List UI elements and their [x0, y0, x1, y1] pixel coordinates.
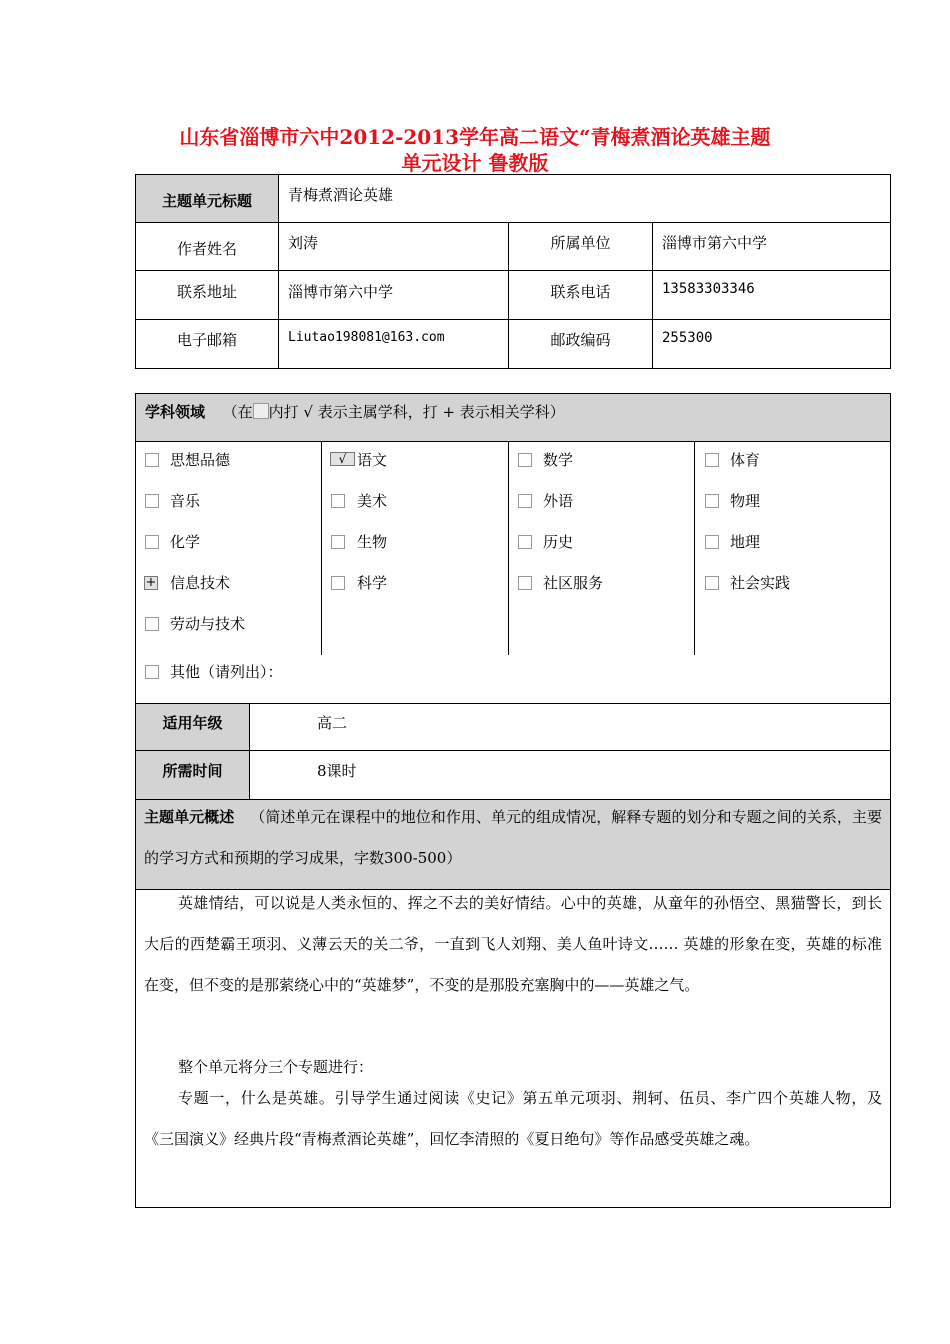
checkbox-waiyu[interactable]	[518, 494, 532, 508]
subject-label: 社区服务	[543, 574, 604, 592]
overview-paragraph-3: 专题一，什么是英雄。引导学生通过阅读《史记》第五单元项羽、荆轲、伍员、李广四个英雄人物，及《三国演义》经典片段“青梅煮酒论英雄”，回忆李清照的《夏日绝句》等作品感受英雄之魂。	[144, 1089, 882, 1148]
grade-value: 高二	[317, 714, 348, 732]
subject-label: 美术	[357, 492, 388, 510]
overview-paragraph-1: 英雄情结，可以说是人类永恒的、挥之不去的美好情结。心中的英雄，从童年的孙悟空、黑猫警长，到长大后的西楚霸王项羽、义薄云天的关二爷，一直到飞人刘翔、美人鱼叶诗文…… 英雄的形象在变，英雄的标准在变，但不变的是那萦绕心中的“英雄梦”，不变的是那股充塞胸中的——英雄之气。	[144, 894, 882, 994]
checkbox-shengwu[interactable]	[331, 535, 345, 549]
subject-header	[145, 403, 565, 421]
checkbox-dili[interactable]	[705, 535, 719, 549]
phone-value: 13583303346	[662, 281, 755, 297]
subject-header-note-start: （在	[222, 403, 253, 421]
checkbox-shehui[interactable]	[705, 576, 719, 590]
author-value: 刘涛	[288, 234, 319, 252]
subject-label: 劳动与技术	[170, 615, 246, 633]
subject-label: 数学	[543, 451, 574, 469]
address-label: 联系地址	[176, 283, 237, 301]
checkbox-other[interactable]	[145, 665, 159, 679]
other-label: 其他（请列出）：	[170, 663, 283, 681]
subject-header-note-end: 内打 √ 表示主属学科，打 + 表示相关学科）	[268, 403, 565, 421]
author-label: 作者姓名	[176, 240, 237, 258]
overview-paragraph-2: 整个单元将分三个专题进行：	[178, 1058, 374, 1076]
subject-label: 科学	[357, 574, 388, 592]
postcode-label: 邮政编码	[550, 331, 611, 349]
document-title-line1: 山东省淄博市六中2012-2013学年高二语文“青梅煮酒论英雄主题	[179, 125, 771, 149]
unit-value: 淄博市第六中学	[662, 234, 768, 252]
subject-label: 地理	[730, 533, 761, 551]
checkbox-meishu[interactable]	[331, 494, 345, 508]
time-value: 8课时	[317, 762, 357, 780]
theme-title-label: 主题单元标题	[161, 192, 252, 210]
grade-label: 适用年级	[162, 714, 223, 732]
checkbox-kexue[interactable]	[331, 576, 345, 590]
subject-label: 化学	[170, 533, 201, 551]
checkbox-huaxue[interactable]	[145, 535, 159, 549]
checkbox-yuwen[interactable]: √	[330, 452, 355, 466]
subject-label: 历史	[543, 533, 574, 551]
overview-label: 主题单元概述	[144, 808, 235, 826]
overview-description: （简述单元在课程中的地位和作用、单元的组成情况，解释专题的划分和专题之间的关系，主要的学习方式和预期的学习成果，字数300-500）	[144, 808, 882, 867]
subject-label: 语文	[357, 451, 388, 469]
checkbox-tiyu[interactable]	[705, 453, 719, 467]
checkbox-yinyue[interactable]	[145, 494, 159, 508]
email-value: Liutao198081@163.com	[288, 330, 445, 345]
legend-checkbox-icon	[253, 403, 269, 419]
checkbox-shuxue[interactable]	[518, 453, 532, 467]
phone-label: 联系电话	[550, 283, 611, 301]
checkbox-wuli[interactable]	[705, 494, 719, 508]
checkbox-laodong[interactable]	[145, 617, 159, 631]
document-title-line2: 单元设计 鲁教版	[401, 151, 549, 175]
overview-header	[144, 797, 882, 879]
subject-label: 体育	[730, 451, 761, 469]
subject-label: 社会实践	[730, 574, 791, 592]
checkbox-shequ[interactable]	[518, 576, 532, 590]
unit-label: 所属单位	[550, 234, 611, 252]
address-value: 淄博市第六中学	[288, 283, 394, 301]
subject-label: 思想品德	[170, 451, 231, 469]
subject-label: 音乐	[170, 492, 201, 510]
time-label: 所需时间	[162, 762, 223, 780]
email-label: 电子邮箱	[176, 331, 237, 349]
subject-label: 信息技术	[170, 574, 231, 592]
subject-label: 物理	[730, 492, 761, 510]
checkbox-xinxi[interactable]: +	[145, 575, 157, 590]
theme-title-value: 青梅煮酒论英雄	[288, 186, 394, 204]
subject-header-title: 学科领域	[145, 403, 206, 421]
checkbox-lishi[interactable]	[518, 535, 532, 549]
checkbox-sixiang[interactable]	[145, 453, 159, 467]
subject-label: 外语	[543, 492, 574, 510]
postcode-value: 255300	[662, 330, 713, 346]
subject-label: 生物	[357, 533, 388, 551]
